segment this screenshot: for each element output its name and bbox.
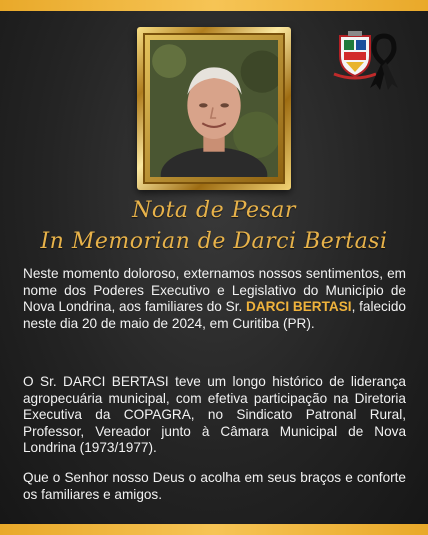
portrait-frame <box>137 27 291 190</box>
portrait-frame-inner <box>143 33 285 184</box>
paragraph-text: , falecido neste dia 20 de maio de 2024, em Curitiba (PR). <box>23 299 406 331</box>
paragraph-condolence <box>23 266 406 332</box>
bottom-accent-bar <box>0 524 428 535</box>
paragraph-prayer: Que o Senhor nosso Deus o acolha em seus braços e conforte os familiares e amigos. <box>23 470 406 502</box>
portrait-photo <box>150 40 278 177</box>
page-title: Nota de Pesar <box>132 198 296 223</box>
paragraph-biography: O Sr. DARCI BERTASI teve um longo histórico de liderança agropecuária municipal, com efetiva participação na Diretoria Executiva da COPAGRA, no Sindicato Patronal Rural, Professor, Vereador junto à Câmara Municipal de Nova Londrina (1973/1977). <box>23 374 406 455</box>
deceased-name: DARCI BERTASI <box>246 299 352 314</box>
mourning-ribbon-icon <box>364 32 404 92</box>
page-subtitle: In Memorian de Darci Bertasi <box>40 229 388 254</box>
portrait-illustration <box>150 40 278 177</box>
top-accent-bar <box>0 0 428 11</box>
paragraph-text: Neste momento doloroso, externamos nossos sentimentos, em nome dos Poderes Executivo e Legislativo do Município de Nova Londrina, aos familiares do Sr. <box>23 266 406 314</box>
